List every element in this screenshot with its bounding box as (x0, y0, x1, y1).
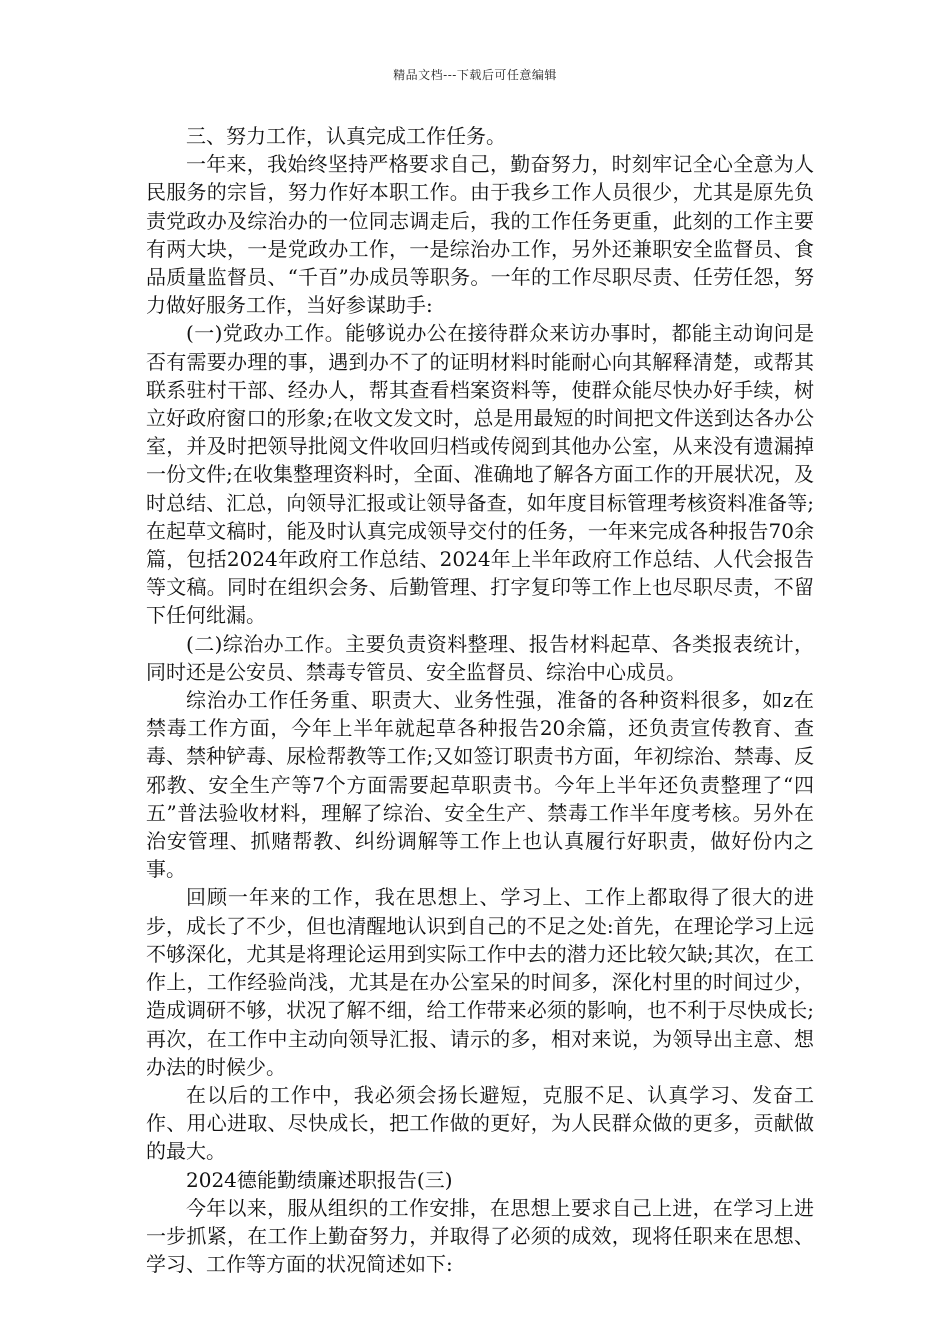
paragraph-comprehensive-office: (二)综治办工作。主要负责资料整理、报告材料起草、各类报表统计，同时还是公安员、禁毒专管员、安全监督员、综治中心成员。 (146, 631, 814, 684)
paragraph-future: 在以后的工作中，我必须会扬长避短，克服不足、认真学习、发奋工作、用心进取、尽快成长，把工作做的更好，为人民群众做的更多，贡献做的最大。 (146, 1082, 814, 1164)
paragraph-comprehensive-details: 综治办工作任务重、职责大、业务性强，准备的各种资料很多，如z在禁毒工作方面，今年上半年就起草各种报告20余篇，还负责宣传教育、查毒、禁种铲毒、尿检帮教等工作;又如签订职责书方面，年初综治、禁毒、反邪教、安全生产等7个方面需要起草职责书。今年上半年还负责整理了“四五”普法验收材料，理解了综治、安全生产、禁毒工作半年度考核。另外在治安管理、抓赌帮教、纠纷调解等工作上也认真履行好职责，做好份内之事。 (146, 688, 814, 882)
paragraph-party-office: (一)党政办工作。能够说办公在接待群众来访办事时，都能主动询问是否有需要办理的事，遇到办不了的证明材料时能耐心向其解释清楚，或帮其联系驻村干部、经办人，帮其查看档案资料等，使群众能尽快办好手续，树立好政府窗口的形象;在收文发文时，总是用最短的时间把文件送到达各办公室，并及时把领导批阅文件收回归档或传阅到其他办公室，从来没有遗漏掉一份文件;在收集整理资料时，全面、准确地了解各方面工作的开展状况，及时总结、汇总，向领导汇报或让领导备查，如年度目标管理考核资料准备等;在起草文稿时，能及时认真完成领导交付的任务，一年来完成各种报告70余篇，包括2024年政府工作总结、2024年上半年政府工作总结、人代会报告等文稿。同时在组织会务、后勤管理、打字复印等工作上也尽职尽责，不留下任何纰漏。 (146, 321, 814, 628)
document-body (146, 122, 814, 1278)
section-heading: 三、努力工作，认真完成工作任务。 (186, 124, 506, 148)
paragraph-review: 回顾一年来的工作，我在思想上、学习上、工作上都取得了很大的进步，成长了不少，但也清醒地认识到自己的不足之处:首先，在理论学习上远不够深化，尤其是将理论运用到实际工作中去的潜力还比较欠缺;其次，在工作上，工作经验尚浅，尤其是在办公室呆的时间多，深化村里的时间过少，造成调研不够，状况了解不细，给工作带来必须的影响，也不利于尽快成长;再次，在工作中主动向领导汇报、请示的多，相对来说，为领导出主意、想办法的时候少。 (146, 885, 814, 1079)
paragraph-intro: 一年来，我始终坚持严格要求自己，勤奋努力，时刻牢记全心全意为人民服务的宗旨，努力作好本职工作。由于我乡工作人员很少，尤其是原先负责党政办及综治办的一位同志调走后，我的工作任务更重，此刻的工作主要有两大块，一是党政办工作，一是综治办工作，另外还兼职安全监督员、食品质量监督员、“千百”办成员等职务。一年的工作尽职尽责、任劳任怨，努力做好服务工作，当好参谋助手: (146, 152, 814, 318)
page-header: 精品文档---下载后可任意编辑 (393, 68, 557, 82)
report-title: 2024德能勤绩廉述职报告(三) (186, 1167, 453, 1192)
paragraph-closing: 今年以来，服从组织的工作安排，在思想上要求自己上进，在学习上进一步抓紧，在工作上勤奋努力，并取得了必须的成效，现将任职来在思想、学习、工作等方面的状况简述如下: (146, 1195, 814, 1277)
